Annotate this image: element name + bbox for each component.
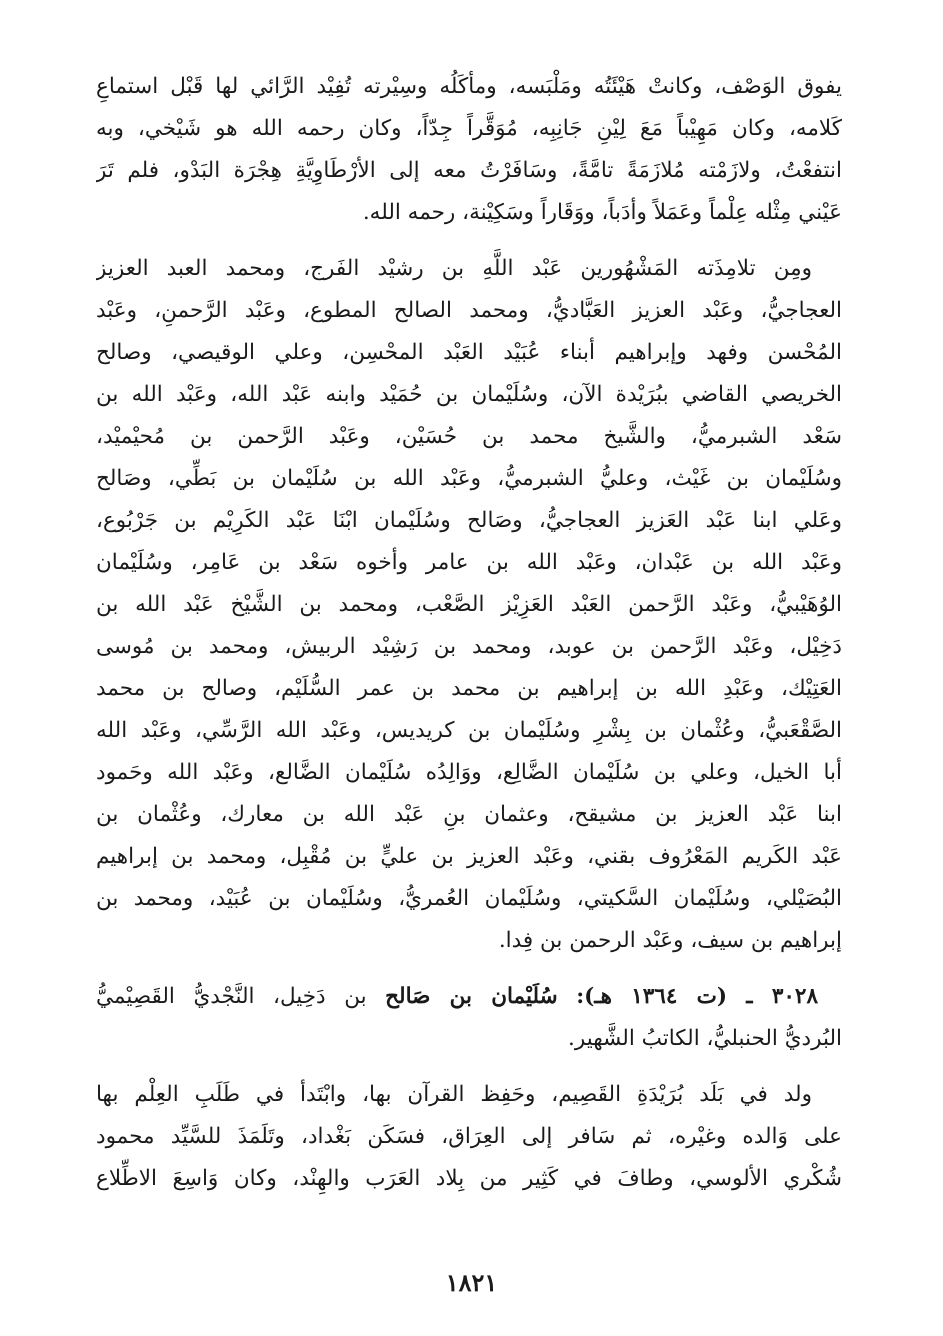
entry-heading-line: [96, 976, 842, 1018]
paragraph-3: [96, 1074, 842, 1200]
text-line: المُحْسن وفهد وإبراهيم أبناء عُبَيْد العَبْد المحْسِن، وعلي الوقيصي، وصالح: [96, 340, 842, 365]
text-line: الخريصي القاضي ببُرَيْدة الآن، وسُلَيْمان بن حُمَيْد وابنه عَبْد الله، وعَبْد الله بن: [96, 382, 842, 407]
document-page: [96, 66, 842, 1316]
text-line: الصَّقْعَبيُّ، وعُثْمان بن بِشْرِ وسُلَيْمان بن كريديس، وعَبْد الله الرَّسِّي، وعَبْد الله: [96, 718, 842, 743]
paragraph-2: [96, 248, 842, 962]
paragraph-gap: [96, 1060, 842, 1074]
text-line: يفوق الوَصْف، وكانتْ هَيْئَتُه ومَلْبَسه، ومأكَلُه وسِيْرته تُفِيْد الرَّائي لها قَبْل استماعِ: [96, 74, 842, 99]
text-line: على وَالده وغيْره، ثم سَافر إلى العِرَاق، فسَكَن بَغْداد، وتَلَمَذَ للسَّيِّد محمود: [96, 1124, 842, 1149]
text-line: البُصَيْلي، وسُلَيْمان السَّكيتي، وسُلَيْمان العُمريُّ، وسُلَيْمان بن عُبَيْد، ومحمد بن: [96, 886, 842, 911]
text-line: أبا الخيل، وعلي بن سُلَيْمان الضَّالِع، ووَالِدُه سُلَيْمان الضَّالع، وعَبْد الله وحَمود: [96, 760, 842, 785]
text-line: ابنا عَبْد العزيز بن مشيقح، وعثمان بنِ عَبْد الله بن معارك، وعُثْمان بن: [96, 802, 842, 827]
text-line: وعَلي ابنا عَبْد العَزيز العجاجيُّ، وصَالح وسُلَيْمان ابْنَا عَبْد الكَرِيْم بن جَرْبُوع،: [96, 508, 842, 533]
paragraph-gap: [96, 234, 842, 248]
text-line: ولد في بَلَد بُرَيْدَةِ القَصِيم، وحَفِظ القرآن بها، وابْتَدأ في طَلَبِ العِلْم بها: [96, 1082, 812, 1107]
text-line: سَعْد الشبرميُّ، والشَّيخ محمد بن حُسَيْن، وعَبْد الرَّحمن بن مُحيْميْد،: [96, 424, 842, 449]
entry-number: ٣٠٢٨ ـ (ت ١٣٦٤ هـ):: [576, 984, 819, 1009]
entry-name: سُلَيْمان بن صَالح: [385, 984, 558, 1009]
text-line: دَخِيْل، وعَبْد الرَّحمن بن عوبد، ومحمد بن رَشِيْد الربيش، ومحمد بن مُوسى: [96, 634, 842, 659]
page-number: ١٨٢١: [445, 1268, 498, 1297]
text-line: كَلامه، وكان مَهِيْباً مَعَ لِيْنِ جَانِبِه، مُوَقَّراً جِدّاً، وكان رحمه الله هو شَيْخي، وبه: [96, 116, 842, 141]
text-line: شُكْري الألوسي، وطافَ في كَثِير من بِلاد العَرَب والهِنْد، وكان وَاسِعَ الاطِّلاع: [96, 1166, 842, 1191]
entry-heading-line-2: البُرديُّ الحنبليُّ، الكاتبُ الشَّهير.: [568, 1026, 842, 1051]
paragraph-gap: [96, 962, 842, 976]
biography-entry-heading: [96, 976, 842, 1060]
text-line: إبراهيم بن سيف، وعَبْد الرحمن بن فِدا.: [498, 928, 842, 953]
entry-lineage: بن دَخِيل، النَّجْديُّ القَصِيْميُّ: [96, 984, 367, 1009]
text-line: العَتِيْك، وعَبْدِ الله بن إبراهيم بن محمد بن عمر السُّلَيْم، وصالح بن محمد: [96, 676, 842, 701]
text-line: انتفعْتُ، ولازَمْته مُلازَمَةً تامَّةً، وسَافَرْتُ معه إلى الأرْطَاوِيَّةِ هِجْرَة البَدْو، فلم تَرَ: [96, 158, 842, 183]
text-line: وعَبْد الله بن عَبْدان، وعَبْد الله بن عامر وأخوه سَعْد بن عَامِر، وسُلَيْمان: [96, 550, 842, 575]
text-line: عَيْني مِثْله عِلْماً وعَمَلاً وأدَباً، ووَقَاراً وسَكِيْنة، رحمه الله.: [362, 200, 842, 225]
text-line: وسُلَيْمان بن غَيْث، وعليُّ الشبرميُّ، وعَبْد الله بن سُلَيْمان بن بَطِّي، وصَالح: [96, 466, 842, 491]
text-line: عَبْد الكَريم المَعْرُوف بقني، وعَبْد العزيز بن عليٍّ بن مُقْبِل، ومحمد بن إبراهيم: [96, 844, 842, 869]
paragraph-1: [96, 66, 842, 234]
text-line: العجاجيُّ، وعَبْد العزيز العَبَّاديُّ، ومحمد الصالح المطوع، وعَبْد الرَّحمنِ، وعَبْد: [96, 298, 842, 323]
text-line: ومِن تلامِذَته المَشْهُورين عَبْد اللَّهِ بن رشيْد الفَرج، ومحمد العبد العزيز: [96, 256, 812, 281]
text-line: الوُهَيْبيُّ، وعَبْد الرَّحمن العَبْد العَزِيْز الصَّعْب، ومحمد بن الشَّيْخ عَبْد الله بن: [96, 592, 842, 617]
